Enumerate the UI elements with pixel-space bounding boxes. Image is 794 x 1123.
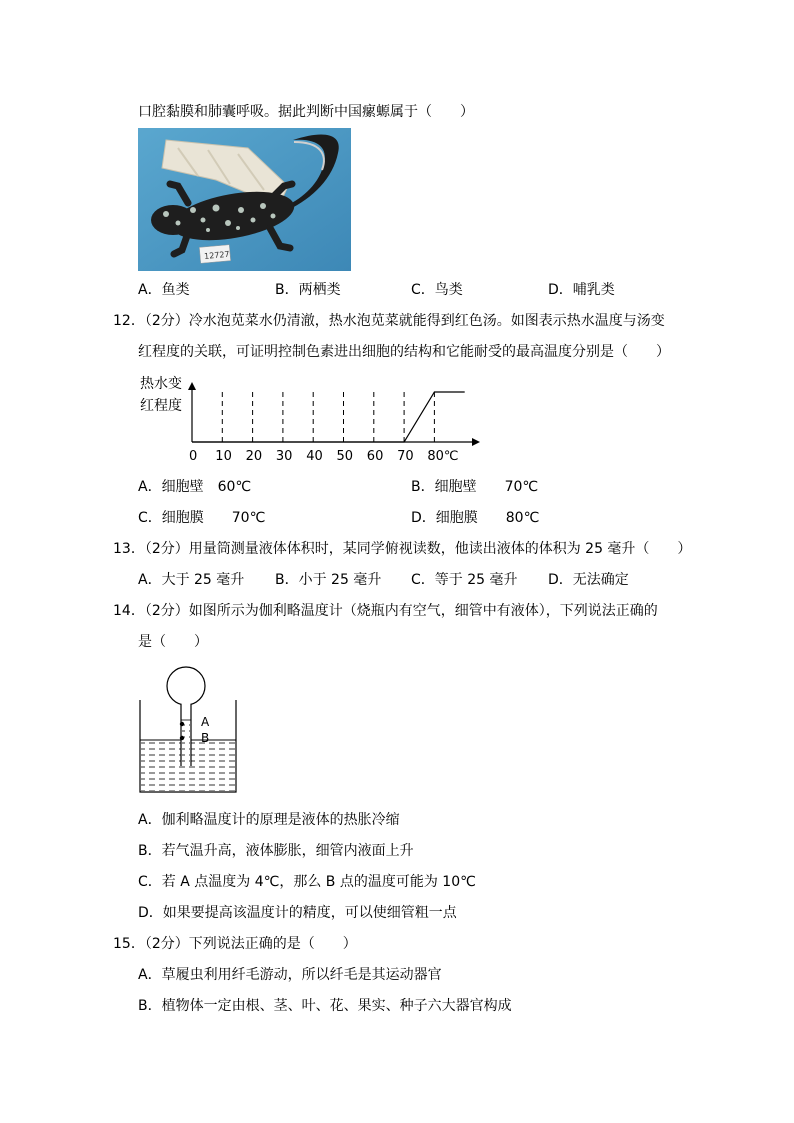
temperature-redness-chart xyxy=(138,372,488,464)
q14-option-a[interactable]: A．伽利略温度计的原理是液体的热胀冷缩 xyxy=(138,812,400,828)
q11-text: 口腔黏膜和肺囊呼吸。据此判断中国瘰螈属于（ ） xyxy=(138,104,474,120)
q11-option-a[interactable]: A．鱼类 xyxy=(138,282,190,298)
q12-option-b[interactable]: B．细胞壁 70℃ xyxy=(411,479,539,495)
q12-option-d[interactable]: D．细胞膜 80℃ xyxy=(411,510,540,526)
label-a: A xyxy=(201,715,210,729)
x-tick-label-80: 80℃ xyxy=(427,449,459,464)
q12-option-a[interactable]: A．细胞壁 60℃ xyxy=(138,479,252,495)
chart-ylabel-line1: 热水变 xyxy=(140,376,182,392)
q15-stem: 15．（2分）下列说法正确的是（ ） xyxy=(113,936,357,952)
q13-option-b[interactable]: B．小于 25 毫升 xyxy=(275,572,382,588)
specimen-tag: 12727 xyxy=(203,249,230,261)
q12-option-c[interactable]: C．细胞膜 70℃ xyxy=(138,510,266,526)
q11-option-c[interactable]: C．鸟类 xyxy=(411,282,463,298)
point-a xyxy=(180,722,184,726)
series-line xyxy=(192,392,465,442)
q11-option-d[interactable]: D．哺乳类 xyxy=(548,282,615,298)
q13-option-d[interactable]: D．无法确定 xyxy=(548,572,629,588)
q13-option-c[interactable]: C．等于 25 毫升 xyxy=(411,572,518,588)
q12-stem-line2: 红程度的关联，可证明控制色素进出细胞的结构和它能耐受的最高温度分别是（ ） xyxy=(138,344,670,360)
q11-option-b[interactable]: B．两栖类 xyxy=(275,282,341,298)
x-tick-label-70: 70 xyxy=(397,449,414,464)
q13-option-a[interactable]: A．大于 25 毫升 xyxy=(138,572,245,588)
q14-stem-line1: 14．（2分）如图所示为伽利略温度计（烧瓶内有空气，细管中有液体），下列说法正确的 xyxy=(113,603,658,619)
q13-stem: 13．（2分）用量筒测量液体体积时，某同学俯视读数，他读出液体的体积为 25 毫升（ ） xyxy=(113,541,692,557)
chart-ylabel-line2: 红程度 xyxy=(140,398,182,414)
y-axis-arrow xyxy=(188,382,196,390)
q15-option-a[interactable]: A．草履虫利用纤毛游动，所以纤毛是其运动器官 xyxy=(138,967,442,983)
q14-stem-line2: 是（ ） xyxy=(138,634,208,650)
x-tick-label-30: 30 xyxy=(275,449,293,464)
x-tick-label-60: 60 xyxy=(366,449,384,464)
galileo-thermometer-diagram xyxy=(138,662,240,794)
q14-option-d[interactable]: D．如果要提高该温度计的精度，可以使细管粗一点 xyxy=(138,905,457,921)
label-b: B xyxy=(201,731,210,745)
x-tick-label-40: 40 xyxy=(306,449,323,464)
q14-option-b[interactable]: B．若气温升高，液体膨胀，细管内液面上升 xyxy=(138,843,414,859)
q12-stem-line1: 12．（2分）冷水泡苋菜水仍清澈，热水泡苋菜就能得到红色汤。如图表示热水温度与汤变 xyxy=(113,313,665,329)
point-b xyxy=(180,736,184,740)
salamander-photo xyxy=(138,128,351,271)
x-axis-arrow xyxy=(472,438,480,446)
x-tick-label-0: 0 xyxy=(189,449,198,464)
x-tick-label-50: 50 xyxy=(336,449,354,464)
q15-option-b[interactable]: B．植物体一定由根、茎、叶、花、果实、种子六大器官构成 xyxy=(138,998,512,1014)
q14-option-c[interactable]: C．若 A 点温度为 4℃，那么 B 点的温度可能为 10℃ xyxy=(138,874,476,890)
x-tick-label-10: 10 xyxy=(215,449,232,464)
x-tick-label-20: 20 xyxy=(245,449,263,464)
